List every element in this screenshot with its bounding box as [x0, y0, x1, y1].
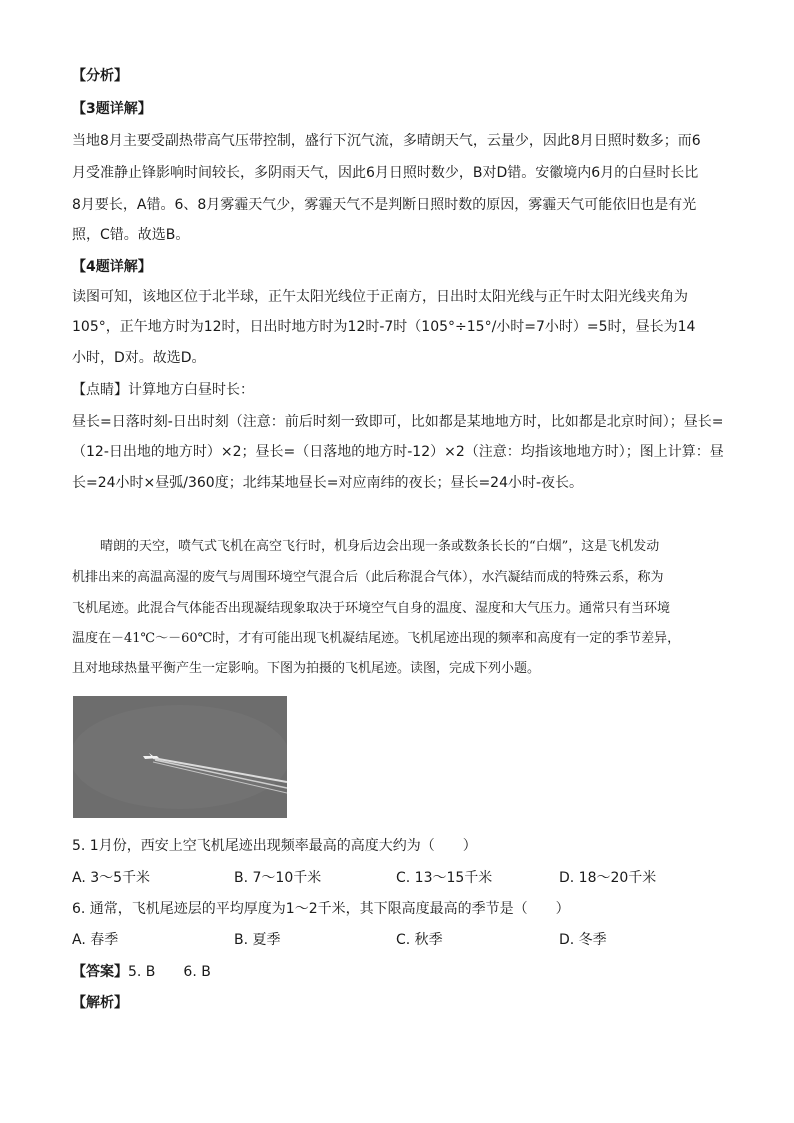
- tip-line: 昼长=日落时刻-日出时刻（注意：前后时刻一致即可，比如都是某地地方时，比如都是北京时间）；昼长=: [72, 414, 724, 430]
- passage-line: 晴朗的天空，喷气式飞机在高空飞行时，机身后边会出现一条或数条长长的“白烟”，这是飞机发动: [100, 539, 660, 554]
- q3-line: 当地8月主要受副热带高气压带控制，盛行下沉气流，多晴朗天气，云量少，因此8月日照时数多；而6: [72, 133, 701, 149]
- q3-line: 8月要长，A错。6、8月雾霾天气少，雾霾天气不是判断日照时数的原因，雾霾天气可能依旧也是有光: [72, 197, 697, 213]
- q5-option-b: B. 7～10千米: [234, 870, 322, 886]
- answer-label: 【答案】: [72, 964, 128, 980]
- passage-line: 温度在－41℃～－60℃时，才有可能出现飞机凝结尾迹。飞机尾迹出现的频率和高度有一定的季节差异，: [72, 631, 681, 646]
- q5-option-d: D. 18～20千米: [559, 870, 657, 886]
- tip-line: 长=24小时×昼弧/360度；北纬某地昼长=对应南纬的夜长；昼长=24小时-夜长。: [72, 475, 584, 491]
- passage-line: 机排出来的高温高湿的废气与周围环境空气混合后（此后称混合气体），水汽凝结而成的特殊云系，称为: [72, 570, 664, 585]
- q6-option-c: C. 秋季: [396, 932, 443, 948]
- tip-title: 【点睛】计算地方白昼时长：: [72, 382, 254, 398]
- contrail-illustration: [73, 696, 287, 818]
- analysis-heading: 【分析】: [72, 68, 128, 84]
- answer-line: [72, 962, 211, 982]
- q5-stem: 5. 1月份，西安上空飞机尾迹出现频率最高的高度大约为（ ）: [72, 838, 477, 854]
- tip-line: （12-日出地的地方时）×2；昼长=（日落地的地方时-12）×2（注意：均指该地地方时）；图上计算：昼: [72, 444, 724, 460]
- q4-line: 小时，D对。故选D。: [72, 350, 206, 366]
- q4-line: 读图可知，该地区位于北半球，正午太阳光线位于正南方，日出时太阳光线与正午时太阳光线夹角为: [72, 289, 688, 305]
- q3-line: 月受准静止锋影响时间较长，多阴雨天气，因此6月日照时数少，B对D错。安徽境内6月的白昼时长比: [72, 165, 699, 181]
- q5-option-c: C. 13～15千米: [396, 870, 493, 886]
- answer-text: 5. B 6. B: [128, 964, 211, 980]
- q4-title: 【4题详解】: [72, 259, 152, 275]
- q6-option-b: B. 夏季: [234, 932, 281, 948]
- explanation-heading: 【解析】: [72, 995, 128, 1011]
- q6-stem: 6. 通常，飞机尾迹层的平均厚度为1～2千米，其下限高度最高的季节是（ ）: [72, 901, 570, 917]
- q6-option-a: A. 春季: [72, 932, 119, 948]
- q4-line: 105°，正午地方时为12时，日出时地方时为12时-7时（105°÷15°/小时=7小时）=5时，昼长为14: [72, 319, 696, 335]
- q5-option-a: A. 3～5千米: [72, 870, 151, 886]
- q3-line: 照，C错。故选B。: [72, 227, 190, 243]
- passage-line: 飞机尾迹。此混合气体能否出现凝结现象取决于环境空气自身的温度、湿度和大气压力。通常只有当环境: [72, 601, 671, 616]
- q3-title: 【3题详解】: [72, 101, 152, 117]
- contrail-photo: [73, 696, 287, 818]
- passage-line: 且对地球热量平衡产生一定影响。下图为拍摄的飞机尾迹。读图，完成下列小题。: [72, 661, 541, 676]
- q6-option-d: D. 冬季: [559, 932, 607, 948]
